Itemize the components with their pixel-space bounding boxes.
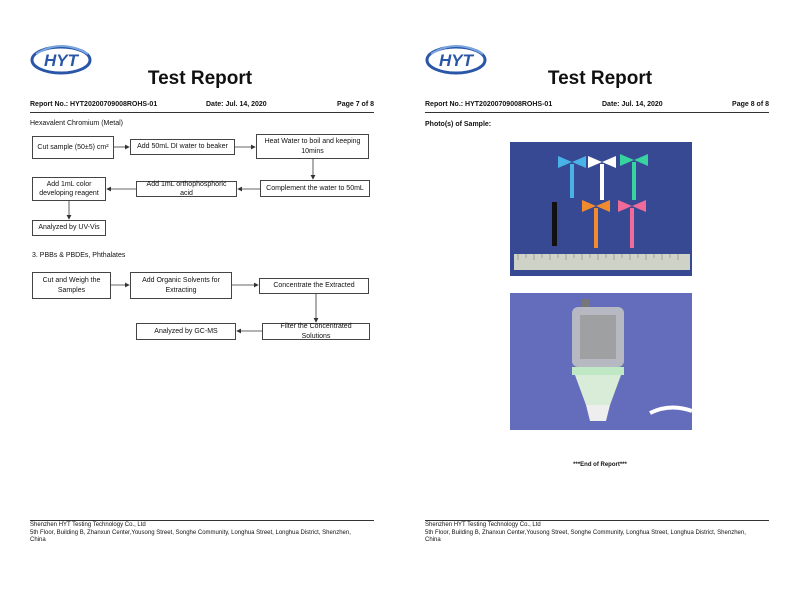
flow1-step-add-di-water: Add 50mL DI water to beaker xyxy=(130,139,235,155)
page-number: Page 8 of 8 xyxy=(732,101,769,108)
footer xyxy=(30,522,380,545)
flow2-step-gc-ms: Analyzed by GC-MS xyxy=(136,323,236,340)
flow2-step-cut-weigh: Cut and Weigh the Samples xyxy=(32,272,111,299)
report-date: Date: Jul. 14, 2020 xyxy=(206,101,267,108)
report-title: Test Report xyxy=(147,68,253,89)
logo-text: HYT xyxy=(439,51,473,70)
flow1-step-uv-vis: Analyzed by UV-Vis xyxy=(32,220,106,236)
sample-photo-usb-fans xyxy=(510,142,692,276)
report-page-8 xyxy=(400,0,800,600)
footer-address: 5th Floor, Building B, Zhanxun Center,Yousong Street, Songhe Community, Longhua Street, Longhua District, Shenzhen, xyxy=(425,529,746,536)
report-number: Report No.: HYT20200709008ROHS-01 xyxy=(425,101,553,108)
header-rule xyxy=(30,112,374,113)
flow1-step-complement-water: Complement the water to 50mL xyxy=(260,180,370,197)
flow2-step-add-solvents: Add Organic Solvents for Extracting xyxy=(130,272,232,299)
flow2-step-filter: Filter the Concentrated Solutions xyxy=(262,323,370,340)
flow1-step-heat-water: Heat Water to boil and keeping 10mins xyxy=(256,134,369,159)
page-number: Page 7 of 8 xyxy=(337,101,374,108)
logo-text: HYT xyxy=(44,51,78,70)
flow2-step-concentrate: Concentrate the Extracted xyxy=(259,278,369,294)
footer-country: China xyxy=(30,537,46,543)
flow1-step-add-reagent: Add 1mL color developing reagent xyxy=(32,177,106,201)
report-title: Test Report xyxy=(547,68,653,89)
report-date: Date: Jul. 14, 2020 xyxy=(602,101,663,108)
footer xyxy=(425,522,775,545)
footer-country: China xyxy=(425,537,441,543)
section-title-hexavalent-chromium: Hexavalent Chromium (Metal) xyxy=(30,120,123,127)
header-rule xyxy=(425,112,769,113)
report-number: Report No.: HYT20200709008ROHS-01 xyxy=(30,101,158,108)
footer-company: Shenzhen HYT Testing Technology Co., Ltd xyxy=(30,522,146,528)
footer-rule xyxy=(30,520,374,521)
footer-address: 5th Floor, Building B, Zhanxun Center,Yousong Street, Songhe Community, Longhua Street, Longhua District, Shenzhen, xyxy=(30,529,351,536)
flow1-step-cut-sample: Cut sample (50±5) cm² xyxy=(32,136,114,159)
sample-photo-fan-closeup xyxy=(510,293,692,430)
footer-company: Shenzhen HYT Testing Technology Co., Ltd xyxy=(425,522,541,528)
section-title-pbbs-pbdes: 3. PBBs & PBDEs, Phthalates xyxy=(32,252,126,259)
flow1-step-add-acid: Add 1mL orthophosphoric acid xyxy=(136,181,237,197)
footer-rule xyxy=(425,520,769,521)
end-of-report: ***End of Report*** xyxy=(573,462,627,468)
photo-caption: Photo(s) of Sample: xyxy=(425,121,492,128)
